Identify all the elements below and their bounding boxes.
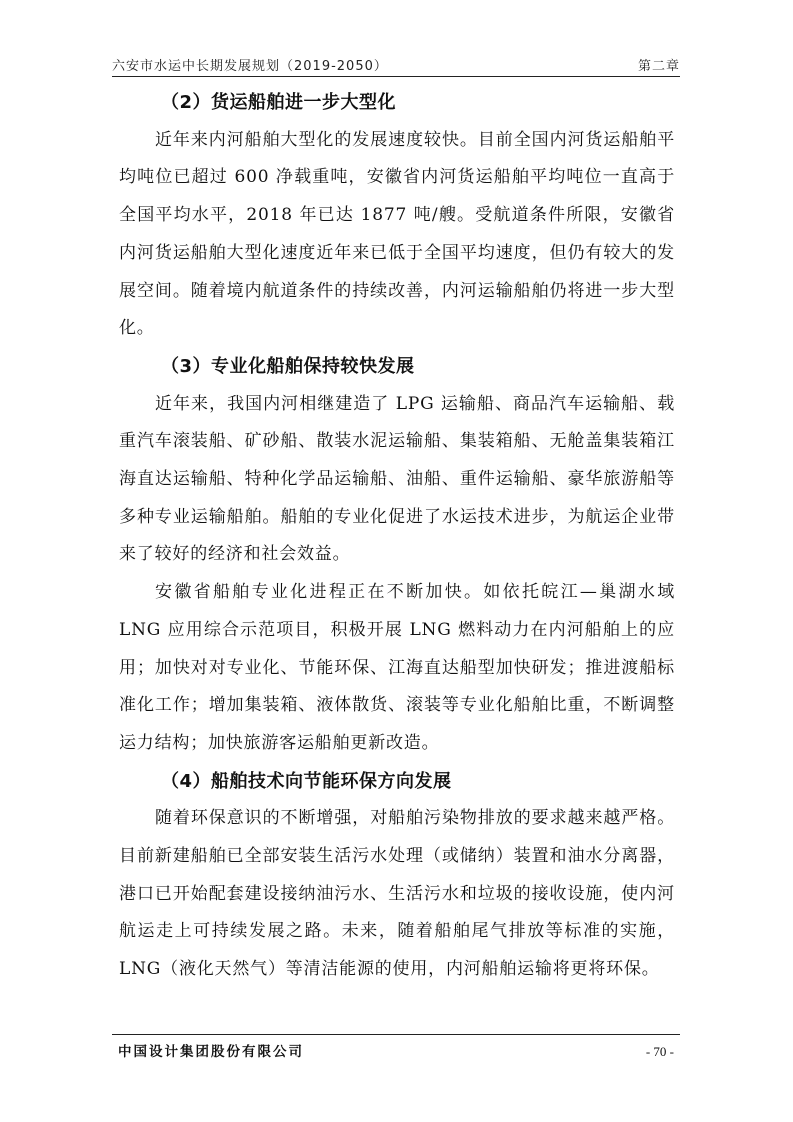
paragraph: 安徽省船舶专业化进程正在不断加快。如依托皖江—巢湖水域 LNG 应用综合示范项目，积极开展 LNG 燃料动力在内河船舶上的应用；加快对对专业化、节能环保、江海直达船型加快研发；推进渡船标准化工作；增加集装箱、液体散货、滚装等专业化船舶比重，不断调整运力结构；加快旅游客运船舶更新改造。 <box>119 582 675 753</box>
header-rule <box>112 76 680 77</box>
section-heading-2: （2）货运船舶进一步大型化 <box>161 92 397 113</box>
paragraph: 近年来，我国内河相继建造了 LPG 运输船、商品汽车运输船、载重汽车滚装船、矿砂船、散装水泥运输船、集装箱船、无舱盖集装箱江海直达运输船、特种化学品运输船、油船、重件运输船、豪华旅游船等多种专业运输船舶。船舶的专业化促进了水运技术进步，为航运企业带来了较好的经济和社会效益。 <box>119 393 675 565</box>
company-name: 中国设计集团股份有限公司 <box>118 1044 304 1060</box>
section-heading-3: （3）专业化船舶保持较快发展 <box>161 355 415 377</box>
paragraph: 随着环保意识的不断增强，对船舶污染物排放的要求越来越严格。目前新建船舶已全部安装生活污水处理（或储纳）装置和油水分离器，港口已开始配套建设接纳油污水、生活污水和垃圾的接收设施，使内河航运走上可持续发展之路。未来，随着船舶尾气排放等标准的实施，LNG（液化天然气）等清洁能源的使用，内河船舶运输将更将环保。 <box>119 808 675 980</box>
page-header <box>112 52 680 74</box>
footer-rule <box>112 1034 680 1035</box>
paragraph: 近年来内河船舶大型化的发展速度较快。目前全国内河货运船舶平均吨位已超过 600 净载重吨，安徽省内河货运船舶平均吨位一直高于全国平均水平，2018 年已达 1877 吨/艘。受航道条件所限，安徽省内河货运船舶大型化速度近年来已低于全国平均速度，但仍有较大的发展空间。随着境内航道条件的持续改善，内河运输船舶仍将进一步大型化。 <box>119 129 675 339</box>
page-number: - 70 - <box>645 1044 674 1059</box>
document-title: 六安市水运中长期发展规划（2019-2050） <box>112 59 388 74</box>
page-footer <box>112 1034 680 1060</box>
section-heading-4: （4）船舶技术向节能环保方向发展 <box>161 770 452 792</box>
chapter-label: 第二章 <box>637 59 680 74</box>
main-content <box>119 84 675 989</box>
